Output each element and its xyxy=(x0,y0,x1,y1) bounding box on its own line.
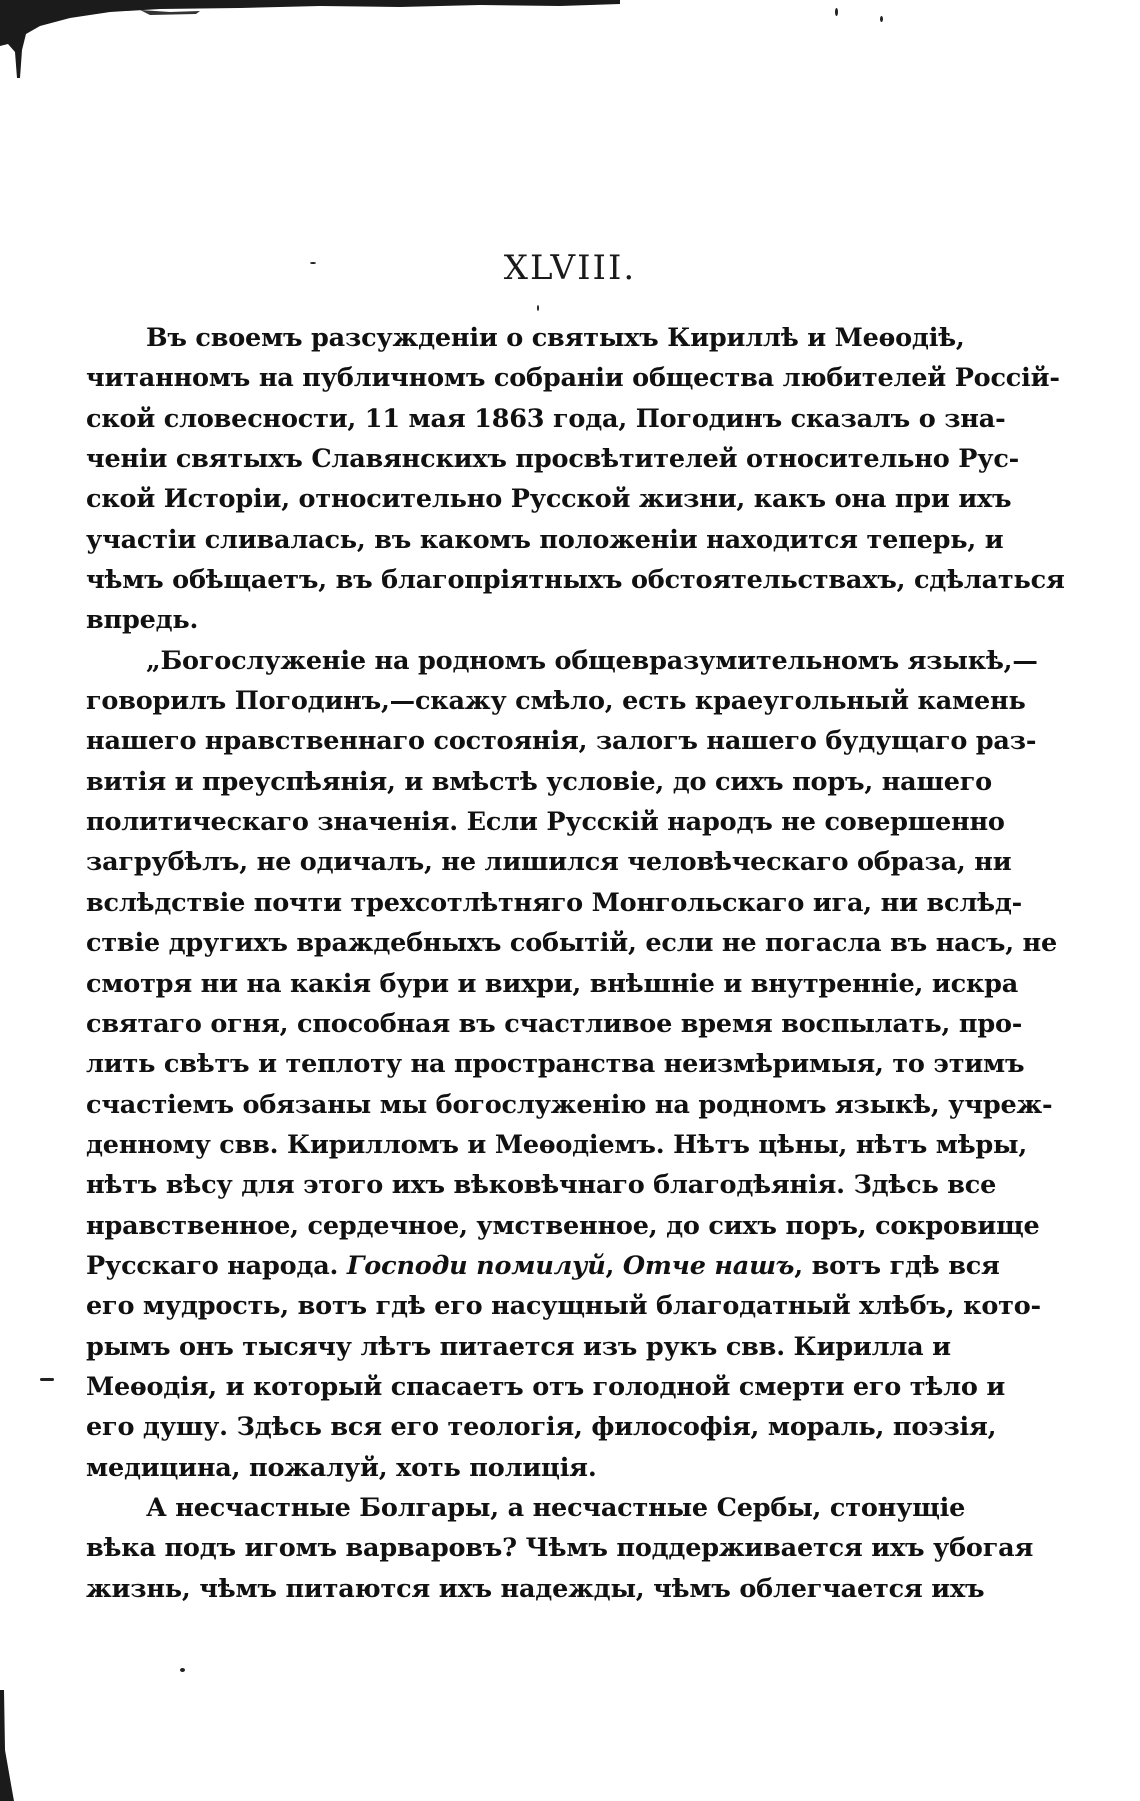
text-line: денному свв. Кирилломъ и Меѳодіемъ. Нѣтъ цѣны, нѣтъ мѣры, xyxy=(86,1129,1028,1160)
text-line-with-italics xyxy=(86,1246,1000,1286)
body-text xyxy=(86,318,1065,1609)
text-line: загрубѣлъ, не одичалъ, не лишился человѣческаго образа, ни xyxy=(86,847,1012,878)
text-line: нѣтъ вѣсу для этого ихъ вѣковѣчнаго благодѣянія. Здѣсь все xyxy=(86,1170,997,1201)
text-line: смотря ни на какія бури и вихри, внѣшніе и внутренніе, искра xyxy=(86,968,1019,999)
text-line: Въ своемъ разсужденіи о святыхъ Кириллѣ и Меѳодіѣ, xyxy=(146,323,965,353)
text-line: лить свѣтъ и теплоту на пространства неизмѣримыя, то этимъ xyxy=(86,1049,1025,1080)
text-line: его мудрость, вотъ гдѣ его насущный благодатный хлѣбъ, кото- xyxy=(86,1291,1041,1322)
scan-edge-left xyxy=(0,1690,14,1801)
text-line: читанномъ на публичномъ собраніи общества любителей Россій- xyxy=(86,363,1060,394)
text-fragment: , xyxy=(605,1250,623,1281)
text-line: медицина, пожалуй, хоть полиція. xyxy=(86,1452,597,1483)
text-line: жизнь, чѣмъ питаются ихъ надежды, чѣмъ облегчается ихъ xyxy=(86,1573,985,1604)
text-line: святаго огня, способная въ счастливое время воспылать, про- xyxy=(86,1008,1023,1039)
italic-prayer-1: Господи помилуй xyxy=(346,1250,606,1281)
scan-speck xyxy=(537,305,539,311)
text-line: впредь. xyxy=(86,605,199,636)
text-line: рымъ онъ тысячу лѣтъ питается изъ рукъ свв. Кирилла и xyxy=(86,1331,951,1362)
italic-prayer-2: Отче нашъ xyxy=(622,1250,795,1281)
text-line: ской Исторіи, относительно Русской жизни, какъ она при ихъ xyxy=(86,484,1012,515)
text-line: А несчастные Болгары, а несчастные Сербы, стонущіе xyxy=(146,1492,966,1523)
text-line: вслѣдствіе почти трехсотлѣтняго Монгольскаго ига, ни вслѣд- xyxy=(86,887,1023,918)
scan-speck xyxy=(835,8,838,16)
text-line: его душу. Здѣсь вся его теологія, философія, мораль, поэзія, xyxy=(86,1412,997,1443)
text-line: чѣмъ обѣщаетъ, въ благопріятныхъ обстоятельствахъ, сдѣлаться xyxy=(86,565,1065,596)
scan-speck xyxy=(880,16,883,22)
text-fragment: , вотъ гдѣ вся xyxy=(794,1250,1000,1281)
text-line: ченіи святыхъ Славянскихъ просвѣтителей относительно Рус- xyxy=(86,444,1020,475)
scan-speck xyxy=(180,1668,185,1672)
text-line: витія и преуспѣянія, и вмѣстѣ условіе, до сихъ поръ, нашего xyxy=(86,766,992,797)
scan-edge-top xyxy=(0,0,620,80)
text-line: политическаго значенія. Если Русскій народъ не совершенно xyxy=(86,807,1005,838)
text-fragment: Русскаго народа. xyxy=(86,1250,347,1281)
text-line: ской словесности, 11 мая 1863 года, Погодинъ сказалъ о зна- xyxy=(86,403,1006,434)
text-line: ствіе другихъ враждебныхъ событій, если не погасла въ насъ, не xyxy=(86,928,1058,959)
text-line: счастіемъ обязаны мы богослуженію на родномъ языкѣ, учреж- xyxy=(86,1089,1053,1120)
text-line: Меѳодія, и который спасаетъ отъ голодной смерти его тѣло и xyxy=(86,1371,1006,1402)
text-line: нашего нравственнаго состоянія, залогъ нашего будущаго раз- xyxy=(86,726,1037,757)
text-line: нравственное, сердечное, умственное, до сихъ поръ, сокровище xyxy=(86,1210,1040,1241)
text-line: говорилъ Погодинъ,—скажу смѣло, есть краеугольный камень xyxy=(86,686,1026,717)
chapter-heading: XLVIII. xyxy=(503,248,637,288)
paragraph-3 xyxy=(86,1488,1034,1609)
scan-speck xyxy=(40,1378,54,1381)
text-line: „Богослуженіе на родномъ общевразумительномъ языкѣ,— xyxy=(146,645,1038,676)
paragraph-1 xyxy=(86,318,1065,641)
text-line: участіи сливалась, въ какомъ положеніи находится теперь, и xyxy=(86,524,1004,555)
paragraph-2 xyxy=(86,641,1058,1488)
text-line: вѣка подъ игомъ варваровъ? Чѣмъ поддерживается ихъ убогая xyxy=(86,1533,1034,1564)
